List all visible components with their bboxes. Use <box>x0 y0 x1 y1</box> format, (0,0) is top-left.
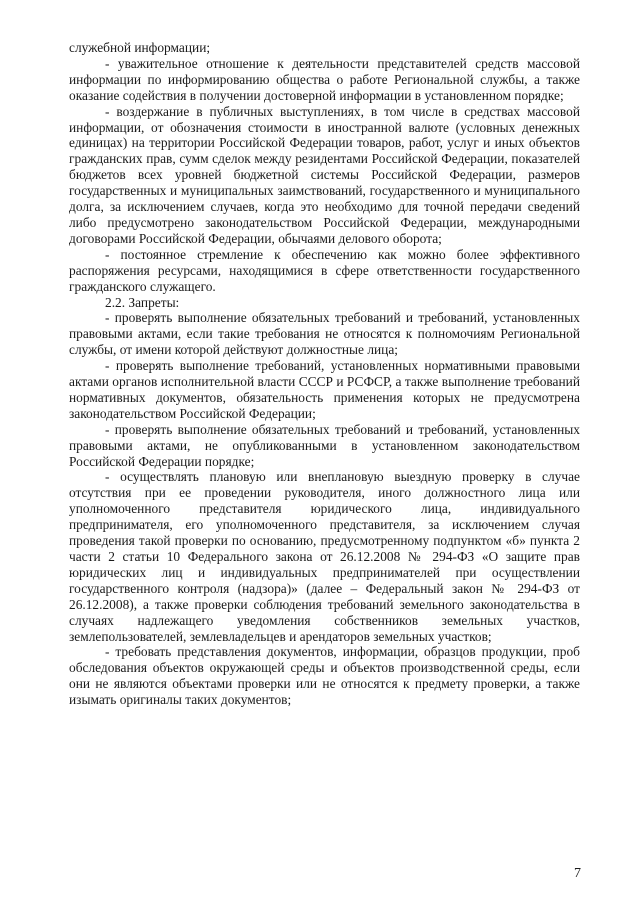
page-number: 7 <box>574 866 581 881</box>
paragraph-prohibition-4: - осуществлять плановую или внеплановую выездную проверку в случае отсутствия при ее проведении руководителя, иного должностного лица или уполномоченного представителя юридического лица, индивидуального предпринимателя, его уполномоченного представителя, за исключением случая проведения такой проверки по основанию, предусмотренному подпунктом «б» пункта 2 части 2 статьи 10 Федерального закона от 26.12.2008 № 294-ФЗ «О защите прав юридических лиц и индивидуальных предпринимателей при осуществлении государственного контроля (надзора)» (далее – Федеральный закон № 294-ФЗ от 26.12.2008), а также проверки соблюдения требований земельного законодательства в случаях надлежащего уведомления собственников земельных участков, землепользователей, землевладельцев и арендаторов земельных участков; <box>69 469 580 644</box>
paragraph-prohibition-5: - требовать представления документов, информации, образцов продукции, проб обследования объектов окружающей среды и объектов производственной среды, если они не являются объектами проверки или не относятся к предмету проверки, а также изымать оригиналы таких документов; <box>69 644 580 708</box>
paragraph-media-respect: - уважительное отношение к деятельности представителей средств массовой информации по информированию общества о работе Региональной службы, а также оказание содействия в получении достоверной информации в установленном порядке; <box>69 55 580 103</box>
paragraph-prohibition-1: - проверять выполнение обязательных требований и требований, установленных правовыми актами, если такие требования не относятся к полномочиям Региональной службы, от имени которой действуют должностные лица; <box>69 310 580 358</box>
paragraph-prohibition-3: - проверять выполнение обязательных требований и требований, установленных правовыми актами, не опубликованными в установленном законодательством Российской Федерации порядке; <box>69 421 580 469</box>
paragraph-resource-efficiency: - постоянное стремление к обеспечению как можно более эффективного распоряжения ресурсами, находящимися в сфере ответственности государственного гражданского служащего. <box>69 246 580 294</box>
paragraph-continuation: служебной информации; <box>69 40 211 55</box>
section-heading-prohibitions: 2.2. Запреты: <box>105 294 180 310</box>
paragraph-prohibition-2: - проверять выполнение требований, установленных нормативными правовыми актами органов исполнительной власти СССР и РСФСР, а также выполнение требований нормативных документов, обязательность применения которых не предусмотрена законодательством Российской Федерации; <box>69 358 580 421</box>
paragraph-currency-abstention: - воздержание в публичных выступлениях, в том числе в средствах массовой информации, от обозначения стоимости в иностранной валюте (условных денежных единицах) на территории Российской Федерации товаров, работ, услуг и иных объектов гражданских прав, сумм сделок между резидентами Российской Федерации, показателей бюджетов всех уровней бюджетной системы Российской Федерации, размеров государственных и муниципальных заимствований, государственного и муниципального долга, за исключением случаев, когда это необходимо для точной передачи сведений либо предусмотрено законодательством Российской Федерации, международными договорами Российской Федерации, обычаями делового оборота; <box>69 103 580 246</box>
document-body <box>69 40 580 708</box>
